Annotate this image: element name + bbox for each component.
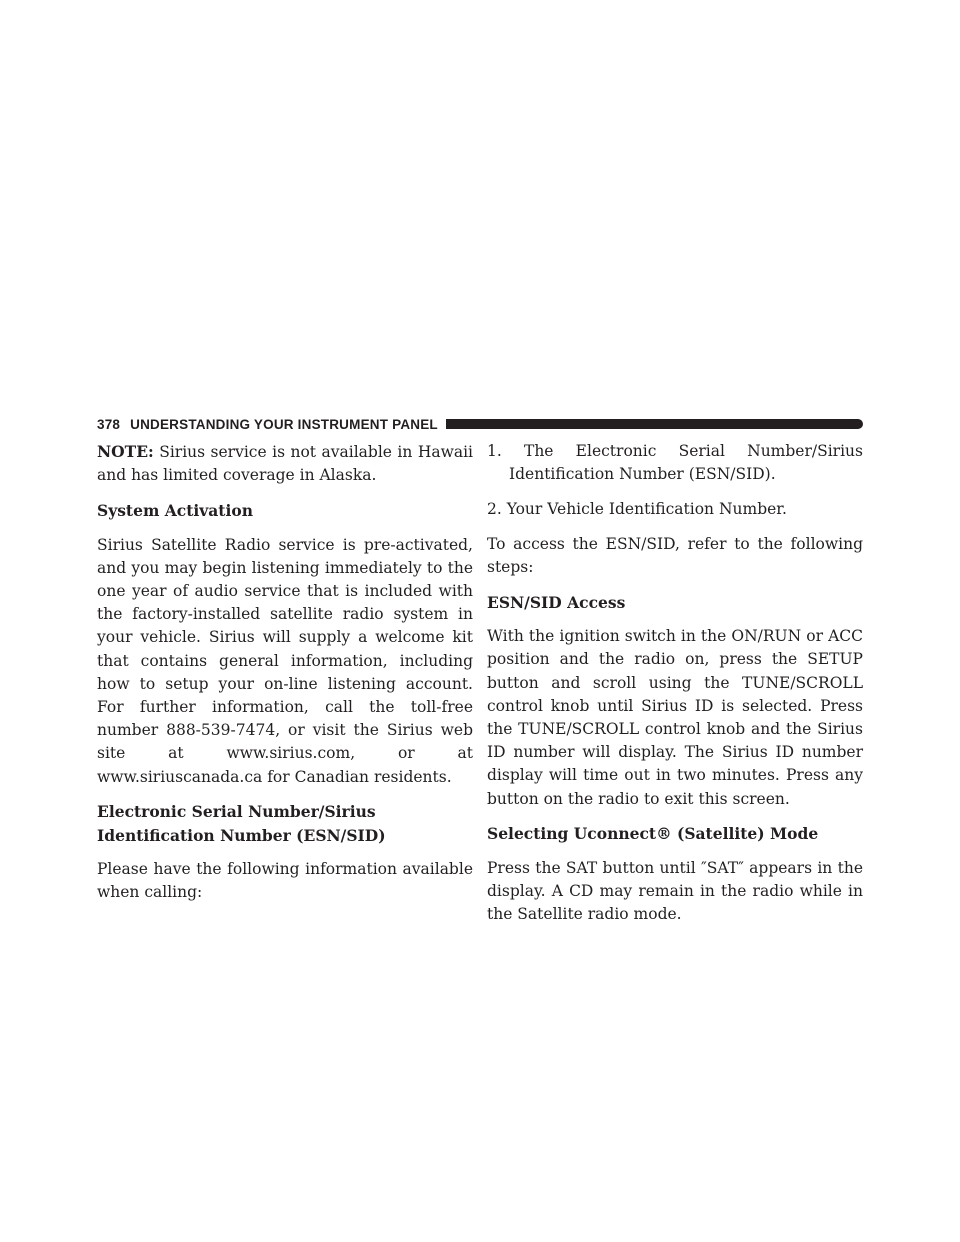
left-column bbox=[97, 440, 473, 916]
page-number: 378 bbox=[97, 416, 121, 432]
right-column bbox=[487, 440, 863, 938]
header-rule bbox=[446, 419, 863, 429]
heading-satellite-mode: Selecting Uconnect® (Satellite) Mode bbox=[487, 824, 819, 844]
note-label: NOTE: bbox=[97, 442, 154, 461]
heading-system-activation: System Activation bbox=[97, 500, 253, 520]
paragraph-access-steps: To access the ESN/SID, refer to the following steps: bbox=[487, 534, 863, 576]
page-header bbox=[97, 414, 863, 434]
paragraph-system-activation: Sirius Satellite Radio service is pre-activated, and you may begin listening immediately to the one year of audio service that is included with the factory-installed satellite radio system in your vehicle. Sirius will supply a welcome kit that contains general information, including how to setup your on-line listening account. For further information, call the toll-free number 888-539-7474, or visit the Sirius web site at www.sirius.com, or at www.siriuscanada.ca for Canadian residents. bbox=[97, 535, 473, 786]
note-text: Sirius service is not available in Hawaii and has limited coverage in Alaska. bbox=[97, 443, 473, 485]
section-title: UNDERSTANDING YOUR INSTRUMENT PANEL bbox=[130, 416, 438, 432]
heading-esn-sid: Electronic Serial Number/Sirius Identification Number (ESN/SID) bbox=[97, 802, 386, 845]
list-item-esn-sid: 1. The Electronic Serial Number/Sirius Identification Number (ESN/SID). bbox=[487, 442, 863, 484]
list-item-vin: 2. Your Vehicle Identification Number. bbox=[487, 499, 787, 518]
note-paragraph bbox=[97, 440, 473, 487]
paragraph-satellite-mode: Press the SAT button until ″SAT″ appears in the display. A CD may remain in the radio while in the Satellite radio mode. bbox=[487, 859, 863, 924]
paragraph-esn-sid-access: With the ignition switch in the ON/RUN or ACC position and the radio on, press the SETUP button and scroll using the TUNE/SCROLL control knob until Sirius ID is selected. Press the TUNE/SCROLL control knob and the Sirius ID number will display. The Sirius ID number display will time out in two minutes. Press any button on the radio to exit this screen. bbox=[487, 627, 863, 808]
heading-esn-sid-access: ESN/SID Access bbox=[487, 592, 626, 612]
paragraph-esn-sid: Please have the following information available when calling: bbox=[97, 860, 473, 902]
